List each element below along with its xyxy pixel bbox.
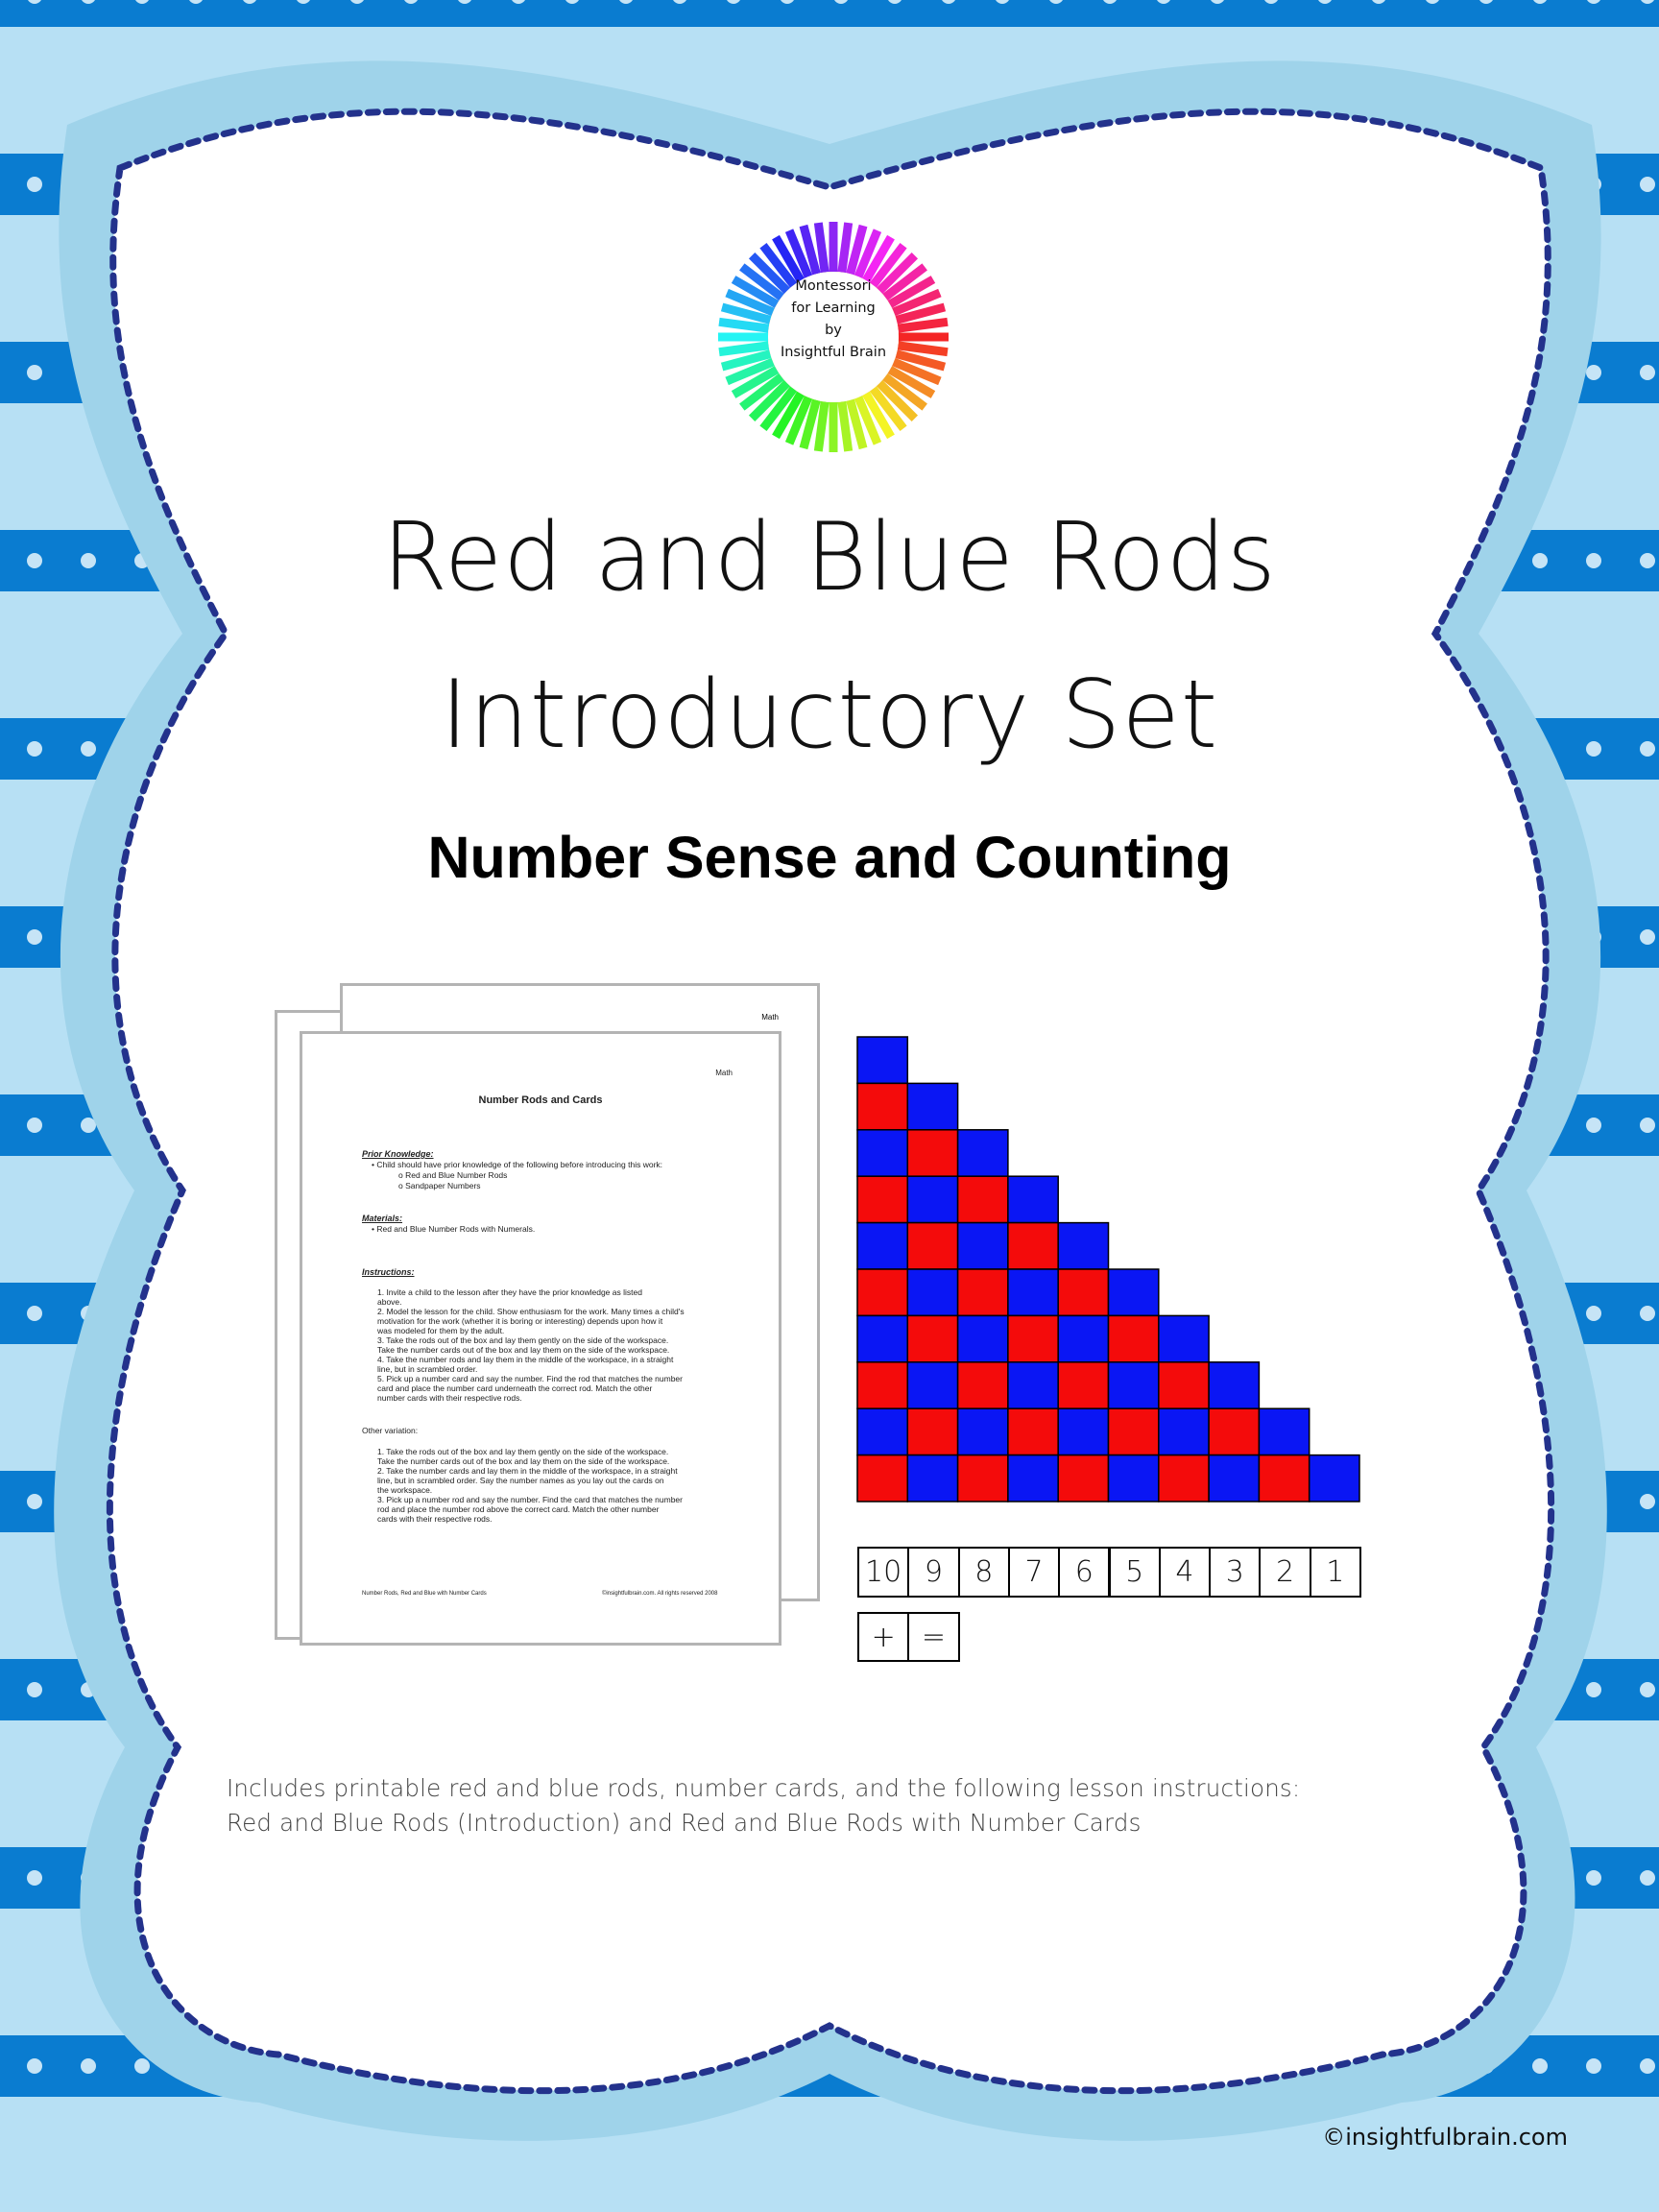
rod-10-segment	[1159, 1455, 1209, 1502]
copyright-text: ©insightfulbrain.com	[1322, 2124, 1568, 2151]
symbol-card: =	[907, 1612, 959, 1662]
number-card: 10	[857, 1547, 909, 1598]
rod-7-segment	[1058, 1315, 1108, 1361]
variation-heading: Other variation:	[362, 1426, 419, 1435]
rod-6-segment	[907, 1269, 957, 1315]
rod-9-segment	[1259, 1408, 1309, 1455]
rod-9-segment	[1058, 1408, 1108, 1455]
document-footer-left: Number Rods, Red and Blue with Number Cards	[362, 1591, 487, 1597]
caption-line-1: Includes printable red and blue rods, number cards, and the following lesson instructions:	[227, 1774, 1301, 1802]
rod-9-segment	[1209, 1408, 1259, 1455]
rod-7-segment	[857, 1315, 907, 1361]
rod-4-segment	[907, 1176, 957, 1222]
rod-10-segment	[857, 1455, 907, 1502]
doc-line: • Red and Blue Number Rods with Numerals.	[372, 1224, 536, 1234]
rod-8-segment	[1159, 1362, 1209, 1408]
rod-3-segment	[857, 1130, 907, 1176]
rod-7-segment	[1008, 1315, 1058, 1361]
doc-line: was modeled for them by the adult.	[377, 1326, 505, 1335]
document-title: Number Rods and Cards	[478, 1094, 603, 1106]
main-title-line-1: Red and Blue Rods	[382, 503, 1277, 613]
rod-10-segment	[1109, 1455, 1159, 1502]
doc-line: o Sandpaper Numbers	[398, 1181, 481, 1190]
rod-3-segment	[958, 1130, 1008, 1176]
rod-5-segment	[958, 1223, 1008, 1269]
number-card: 8	[958, 1547, 1010, 1598]
caption-line-2: Red and Blue Rods (Introduction) and Red and Blue Rods with Number Cards	[227, 1809, 1142, 1837]
doc-line: motivation for the work (whether it is boring or interesting) depends upon how it	[377, 1316, 663, 1326]
main-title-line-2: Introductory Set	[440, 661, 1219, 770]
rod-10-segment	[1008, 1455, 1058, 1502]
rod-2-segment	[857, 1083, 907, 1129]
logo-line-1: Montessori	[795, 278, 872, 294]
rod-9-segment	[1159, 1408, 1209, 1455]
rod-7-segment	[1109, 1315, 1159, 1361]
subtitle: Number Sense and Counting	[427, 825, 1232, 890]
number-card: 5	[1109, 1547, 1161, 1598]
rod-7-segment	[1159, 1315, 1209, 1361]
symbol-card: +	[857, 1612, 909, 1662]
rod-10-segment	[1058, 1455, 1108, 1502]
rod-2-segment	[907, 1083, 957, 1129]
rod-10-segment	[1310, 1455, 1359, 1502]
materials-heading: Materials:	[362, 1214, 403, 1223]
number-card: 1	[1310, 1547, 1361, 1598]
document-back-math-tag: Math	[761, 1013, 779, 1022]
doc-line: line, but in scrambled order.	[377, 1364, 478, 1374]
rod-4-segment	[1008, 1176, 1058, 1222]
rod-5-segment	[907, 1223, 957, 1269]
rod-9-segment	[1008, 1408, 1058, 1455]
rod-5-segment	[1058, 1223, 1108, 1269]
rod-1-segment	[857, 1037, 907, 1083]
rod-6-segment	[1109, 1269, 1159, 1315]
doc-line: 2. Take the number cards and lay them in the middle of the workspace, in a straight	[377, 1466, 678, 1476]
doc-line: 1. Invite a child to the lesson after they have the prior knowledge as listed	[377, 1287, 642, 1297]
rod-10-segment	[958, 1455, 1008, 1502]
rod-9-segment	[1109, 1408, 1159, 1455]
doc-line: 3. Pick up a number rod and say the number. Find the card that matches the number	[377, 1495, 683, 1504]
rod-9-segment	[907, 1408, 957, 1455]
doc-line: 2. Model the lesson for the child. Show enthusiasm for the work. Many times a child's	[377, 1307, 685, 1316]
rod-5-segment	[1008, 1223, 1058, 1269]
number-card: 2	[1259, 1547, 1310, 1598]
document-footer-right: ©insightfulbrain.com. All rights reserved 2008	[602, 1591, 718, 1597]
rod-8-segment	[1109, 1362, 1159, 1408]
rod-4-segment	[857, 1176, 907, 1222]
rod-8-segment	[1209, 1362, 1259, 1408]
rod-9-segment	[958, 1408, 1008, 1455]
prior-knowledge-heading: Prior Knowledge:	[362, 1149, 434, 1159]
rod-3-segment	[907, 1130, 957, 1176]
logo-line-3: by	[825, 323, 842, 338]
rod-10-segment	[1259, 1455, 1309, 1502]
doc-line: rod and place the number rod above the correct card. Match the other number	[377, 1504, 660, 1514]
rod-6-segment	[1008, 1269, 1058, 1315]
rod-8-segment	[1058, 1362, 1108, 1408]
doc-line: number cards with their respective rods.	[377, 1393, 522, 1403]
rod-4-segment	[958, 1176, 1008, 1222]
doc-line: line, but in scrambled order. Say the number names as you lay out the cards on	[377, 1476, 664, 1485]
description-caption	[227, 1771, 1475, 1840]
rod-8-segment	[958, 1362, 1008, 1408]
doc-line: 3. Take the rods out of the box and lay them gently on the side of the workspace.	[377, 1335, 669, 1345]
rod-7-segment	[907, 1315, 957, 1361]
doc-line: 1. Take the rods out of the box and lay them gently on the side of the workspace.	[377, 1447, 669, 1456]
rod-8-segment	[907, 1362, 957, 1408]
doc-line: • Child should have prior knowledge of the following before introducing this work:	[372, 1160, 663, 1169]
instructions-heading: Instructions:	[362, 1267, 415, 1277]
doc-line: Take the number cards out of the box and lay them on the side of the workspace.	[377, 1345, 670, 1355]
doc-line: Take the number cards out of the box and lay them on the side of the workspace.	[377, 1456, 670, 1466]
doc-line: the workspace.	[377, 1485, 433, 1495]
document-math-tag: Math	[715, 1069, 733, 1077]
rod-9-segment	[857, 1408, 907, 1455]
doc-line: card and place the number card underneath the correct rod. Match the other	[377, 1383, 653, 1393]
doc-line: above.	[377, 1297, 402, 1307]
rod-8-segment	[1008, 1362, 1058, 1408]
rod-7-segment	[958, 1315, 1008, 1361]
rod-6-segment	[958, 1269, 1008, 1315]
logo-line-4: Insightful Brain	[780, 345, 887, 360]
number-card: 4	[1159, 1547, 1211, 1598]
rod-8-segment	[857, 1362, 907, 1408]
rod-5-segment	[857, 1223, 907, 1269]
logo-line-2: for Learning	[791, 301, 876, 316]
rod-10-segment	[1209, 1455, 1259, 1502]
doc-line: 5. Pick up a number card and say the number. Find the rod that matches the number	[377, 1374, 683, 1383]
rod-6-segment	[1058, 1269, 1108, 1315]
number-card: 7	[1008, 1547, 1060, 1598]
number-card: 3	[1209, 1547, 1261, 1598]
doc-line: o Red and Blue Number Rods	[398, 1170, 508, 1180]
rod-6-segment	[857, 1269, 907, 1315]
number-card: 9	[907, 1547, 959, 1598]
doc-line: 4. Take the number rods and lay them in the middle of the workspace, in a straight	[377, 1355, 674, 1364]
doc-line: cards with their respective rods.	[377, 1514, 493, 1524]
rod-10-segment	[907, 1455, 957, 1502]
number-card: 6	[1058, 1547, 1110, 1598]
